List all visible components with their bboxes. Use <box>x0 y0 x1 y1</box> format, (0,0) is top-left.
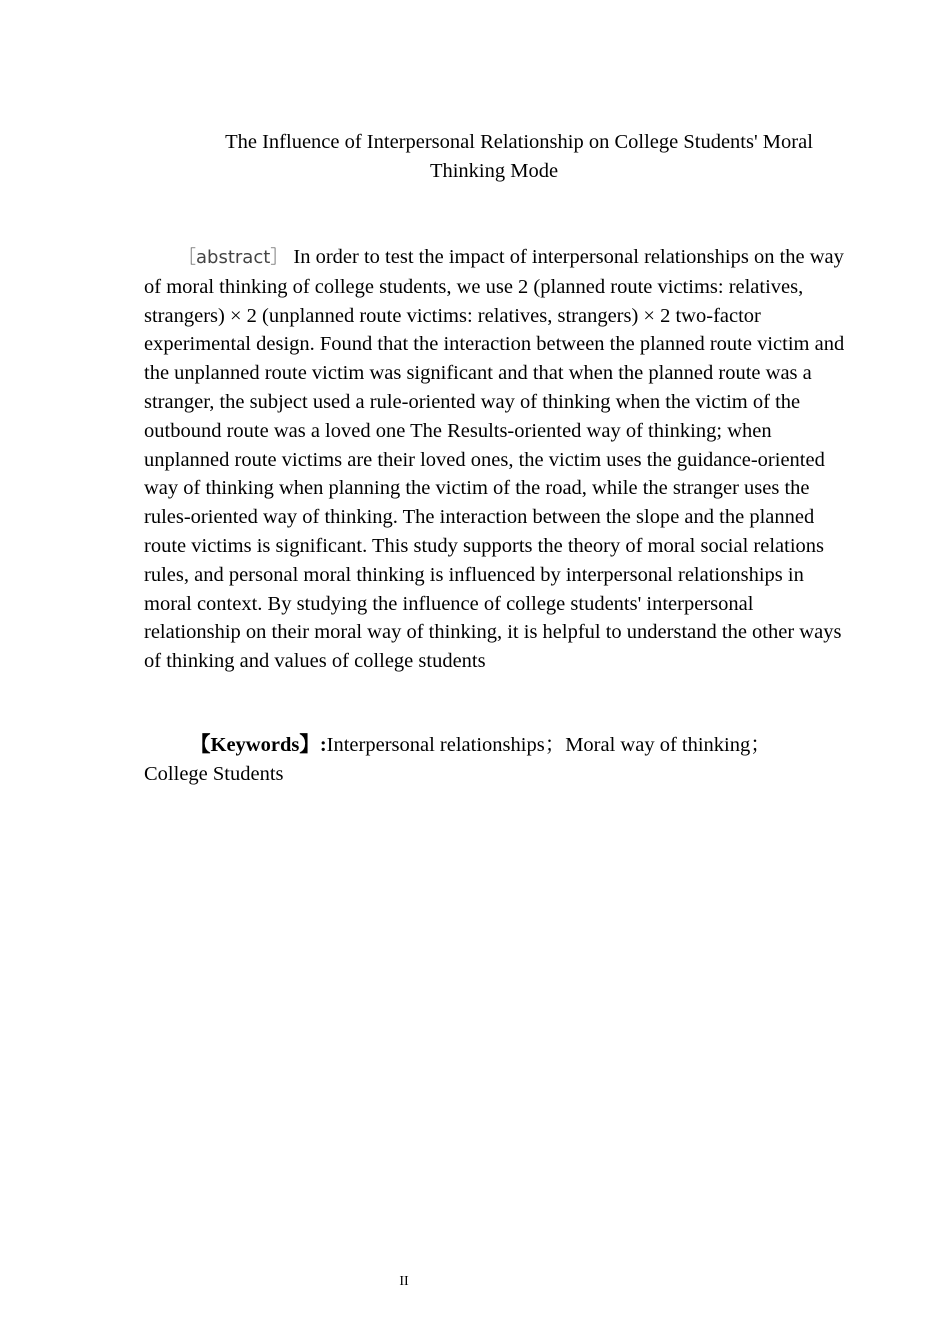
keywords-paragraph <box>144 731 834 789</box>
document-title <box>144 128 844 186</box>
keywords-text: Interpersonal relationships；Moral way of thinking；College Students <box>144 734 771 785</box>
abstract-text: In order to test the impact of interpersonal relationships on the way of moral thinking of college students, we use 2 (planned route victims: relatives, strangers) × 2 (unplanned route victims: relatives, strangers) × 2 two-factor experimental design. Found that the interaction between the planned route victim and the unplanned route victim was significant and that when the planned route was a stranger, the subject used a rule-oriented way of thinking when the victim of the outbound route was a loved one The Results-oriented way of thinking; when unplanned route victims are their loved ones, the victim uses the guidance-oriented way of thinking when planning the victim of the road, while the stranger uses the rules-oriented way of thinking. The interaction between the slope and the planned route victims is significant. This study supports the theory of moral social relations rules, and personal moral thinking is influenced by interpersonal relationships in moral context. By studying the influence of college students' interpersonal relationship on their moral way of thinking, it is helpful to understand the other ways of thinking and values of college students <box>144 246 845 673</box>
title-line-2: Thinking Mode <box>429 160 559 182</box>
keywords-label: 【Keywords】: <box>190 734 327 756</box>
page-number: II <box>399 1274 409 1289</box>
abstract-paragraph <box>144 243 846 676</box>
abstract-label: ［abstract］ <box>178 247 289 268</box>
title-line-1: The Influence of Interpersonal Relationship on College Students' Moral <box>225 131 813 153</box>
